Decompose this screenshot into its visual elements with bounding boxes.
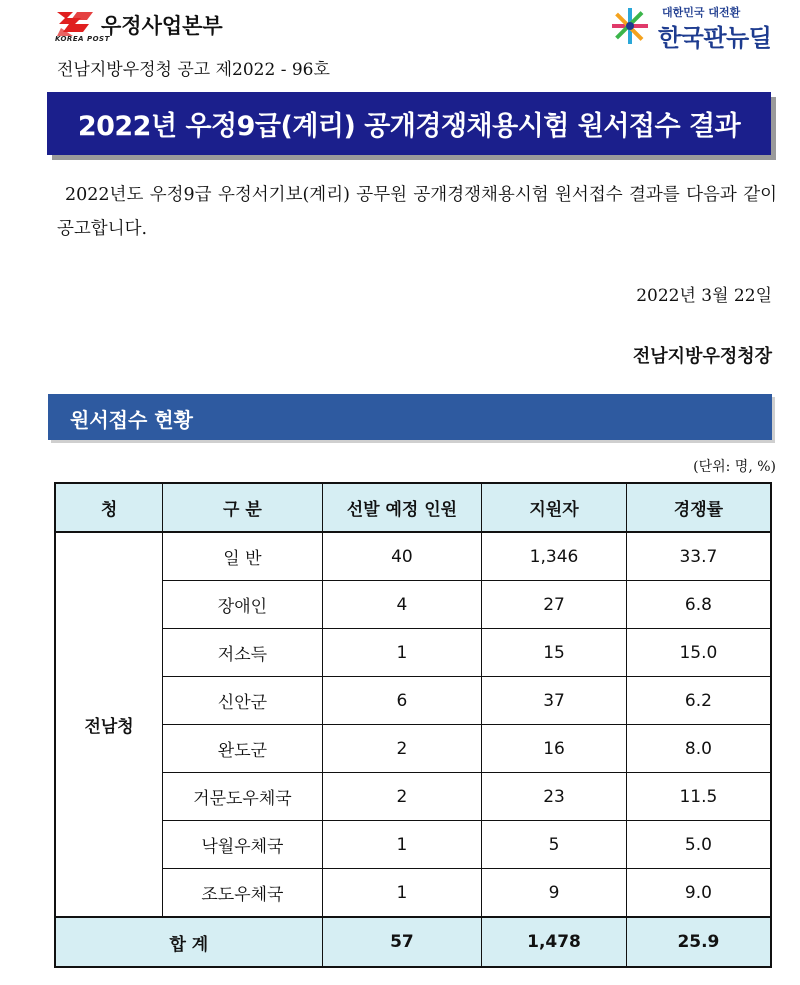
korea-post-subtitle: KOREA POST [55,35,110,43]
korean-new-deal-logo [610,4,785,52]
results-table [54,482,772,968]
table-row [55,532,771,581]
notice-number: 전남지방우정청 공고 제2022 - 96호 [57,60,330,80]
table-row [55,773,771,821]
header-category: 구 분 [163,483,322,532]
korea-post-logo [55,8,255,42]
header-rate: 경쟁률 [626,483,771,532]
category-cell: 낙월우체국 [163,821,322,869]
category-cell: 거문도우체국 [163,773,322,821]
rate-cell: 33.7 [626,532,771,581]
quota-cell: 1 [322,821,482,869]
applicants-cell: 37 [482,677,627,725]
table-row [55,629,771,677]
section-title: 원서접수 현황 [70,408,193,432]
new-deal-tagline: 대한민국 대전환 [662,6,741,19]
total-applicants: 1,478 [482,917,627,967]
total-label: 합 계 [55,917,322,967]
table-row [55,869,771,918]
quota-cell: 2 [322,725,482,773]
total-quota: 57 [322,917,482,967]
notice-signer: 전남지방우정청장 [632,346,772,367]
title-banner [47,92,771,155]
rate-cell: 6.8 [626,581,771,629]
applicants-cell: 16 [482,725,627,773]
applicants-cell: 9 [482,869,627,918]
category-cell: 저소득 [163,629,322,677]
rate-cell: 5.0 [626,821,771,869]
table-row [55,677,771,725]
quota-cell: 1 [322,869,482,918]
quota-cell: 2 [322,773,482,821]
new-deal-sparkle-icon [610,6,650,46]
table-row [55,581,771,629]
region-cell: 전남청 [55,532,163,917]
applicants-cell: 1,346 [482,532,627,581]
table-row [55,821,771,869]
rate-cell: 15.0 [626,629,771,677]
korea-post-name: 우정사업본부 [101,14,223,38]
category-cell: 조도우체국 [163,869,322,918]
category-cell: 일 반 [163,532,322,581]
notice-date: 2022년 3월 22일 [636,286,772,306]
rate-cell: 6.2 [626,677,771,725]
quota-cell: 40 [322,532,482,581]
page-title: 2022년 우정9급(계리) 공개경쟁채용시험 원서접수 결과 [77,111,741,142]
table-total-row [55,917,771,967]
table-row [55,725,771,773]
new-deal-name: 한국판뉴딜 [658,24,772,52]
header-applicants: 지원자 [482,483,627,532]
applicants-cell: 15 [482,629,627,677]
quota-cell: 4 [322,581,482,629]
category-cell: 장애인 [163,581,322,629]
rate-cell: 11.5 [626,773,771,821]
rate-cell: 8.0 [626,725,771,773]
category-cell: 완도군 [163,725,322,773]
unit-note: (단위: 명, %) [693,459,776,475]
notice-body: 2022년도 우정9급 우정서기보(계리) 공무원 공개경쟁채용시험 원서접수 결과를 다음과 같이 공고합니다. [57,185,777,239]
applicants-cell: 27 [482,581,627,629]
quota-cell: 6 [322,677,482,725]
header-office: 청 [55,483,163,532]
section-header [48,394,772,440]
applicants-cell: 5 [482,821,627,869]
table-header-row [55,483,771,532]
header-quota: 선발 예정 인원 [322,483,482,532]
korea-post-emblem-icon [55,8,95,38]
quota-cell: 1 [322,629,482,677]
applicants-cell: 23 [482,773,627,821]
rate-cell: 9.0 [626,869,771,918]
category-cell: 신안군 [163,677,322,725]
total-rate: 25.9 [626,917,771,967]
